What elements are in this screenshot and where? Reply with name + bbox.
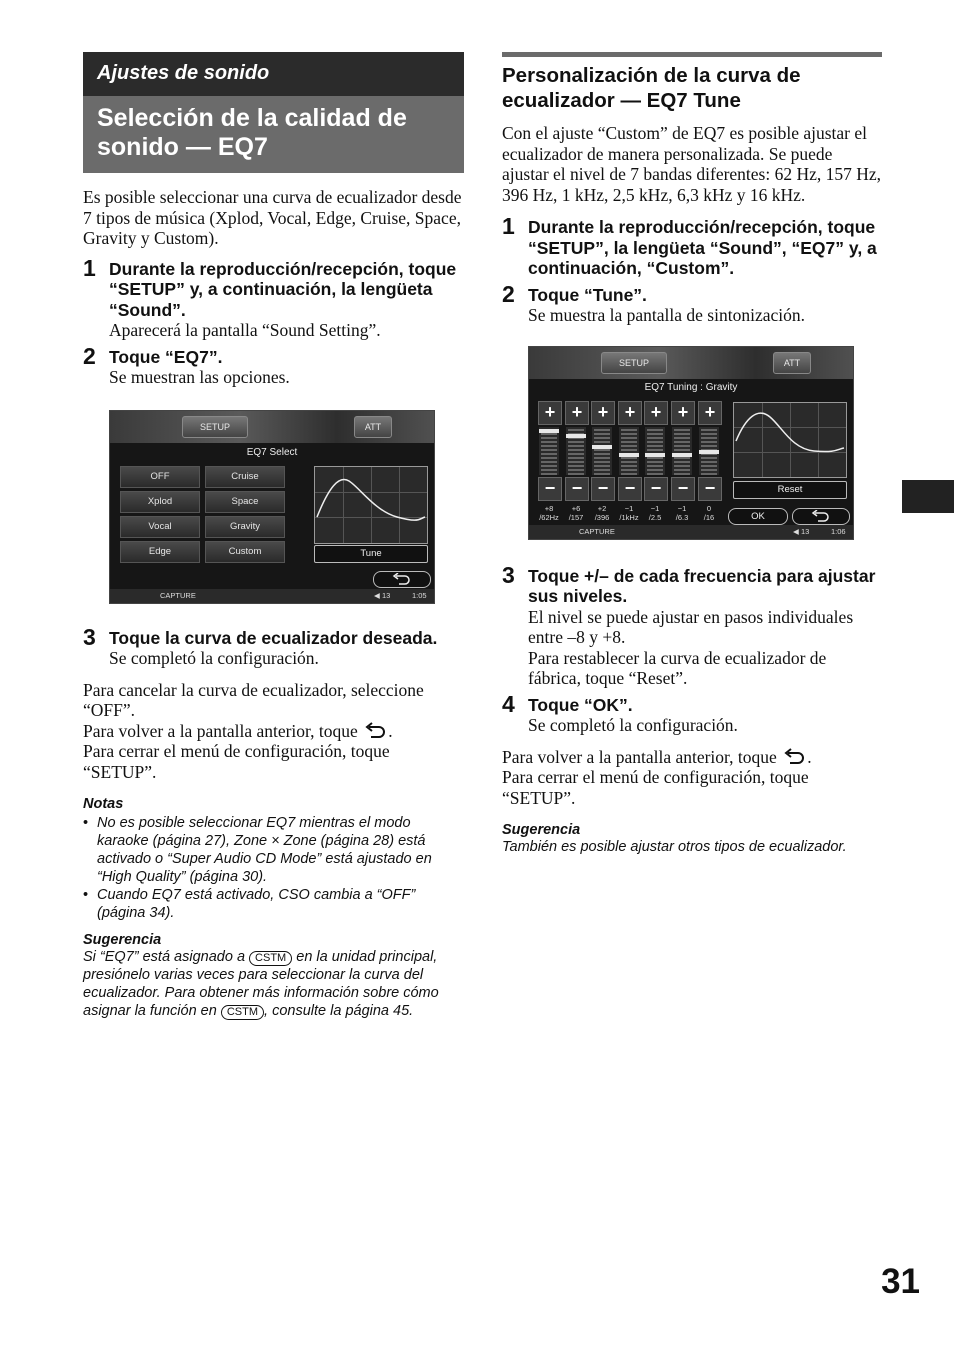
volume-level: 13 xyxy=(801,526,810,536)
close-paragraph: Para cerrar el menú de configuración, toque “SETUP”. xyxy=(83,741,390,782)
eq-xplod-button[interactable]: Xplod xyxy=(120,491,200,513)
band-value: +2 xyxy=(597,503,607,513)
back-arrow-icon xyxy=(362,722,388,740)
band-minus-button[interactable]: − xyxy=(618,477,642,501)
eq-custom-button[interactable]: Custom xyxy=(205,541,285,563)
eq-curve-graph xyxy=(314,466,428,544)
band-frequency: /16 xyxy=(703,512,715,522)
tip-part: , consulte la página 45. xyxy=(264,1003,414,1019)
step-1 xyxy=(83,254,464,341)
screen-top-bar xyxy=(529,347,853,379)
band-value: +6 xyxy=(571,503,581,513)
clock: 1:06 xyxy=(831,526,846,536)
band-value: 0 xyxy=(706,503,712,513)
cstm-button-label: CSTM xyxy=(249,951,292,966)
band-level-slider[interactable] xyxy=(566,427,586,475)
band-plus-button[interactable]: + xyxy=(618,401,642,425)
step-body: Se completó la configuración. xyxy=(528,715,738,735)
band-minus-button[interactable]: − xyxy=(671,477,695,501)
band-level-indicator xyxy=(566,434,586,438)
volume-level: 13 xyxy=(382,590,391,600)
att-button[interactable]: ATT xyxy=(354,416,392,438)
band-level-slider[interactable] xyxy=(592,427,612,475)
band-level-slider[interactable] xyxy=(645,427,665,475)
step-heading: Toque “Tune”. xyxy=(528,284,647,305)
note-text: Cuando EQ7 está activado, CSO cambia a “OFF” (página 34). xyxy=(97,887,416,921)
att-button[interactable]: ATT xyxy=(773,352,811,374)
band-level-indicator xyxy=(619,453,639,457)
note-item: • No es posible seleccionar EQ7 mientras el modo karaoke (página 27), Zone × Zone (página 28) está activado o “Super Audio CD Mode” está ajustado en “High Quality” (página 30). xyxy=(83,815,432,885)
step-body: El nivel se puede ajustar en pasos individuales entre –8 y +8. xyxy=(528,606,854,647)
step-number: 1 xyxy=(502,213,515,239)
intro-paragraph: Con el ajuste “Custom” de EQ7 es posible ajustar el ecualizador de manera personalizada. Se puede ajustar el nivel de 7 bandas diferentes: 62 Hz, 157 Hz, 396 Hz, 1 kHz, 2,5 kHz, 6,3 kHz y 16 kHz. xyxy=(502,123,882,205)
tip-text: También es posible ajustar otros tipos de ecualizador. xyxy=(502,839,847,855)
eq7-select-screenshot xyxy=(109,410,435,604)
step-1 xyxy=(502,213,882,279)
reset-button[interactable]: Reset xyxy=(733,481,847,499)
step-number: 3 xyxy=(502,561,515,588)
screen-status-bar xyxy=(110,589,434,603)
setup-button[interactable]: SETUP xyxy=(601,352,667,374)
back-text: Para volver a la pantalla anterior, toque xyxy=(83,720,358,741)
step-number: 2 xyxy=(83,342,96,369)
band-level-indicator xyxy=(645,453,665,457)
back-paragraph xyxy=(502,747,882,768)
intro-paragraph: Es posible seleccionar una curva de ecualizador desde 7 tipos de música (Xplod, Vocal, Edge, Cruise, Space, Gravity y Custom). xyxy=(83,187,462,248)
band-label xyxy=(669,504,695,522)
eq-curve-line xyxy=(315,467,427,543)
band-level-slider[interactable] xyxy=(539,427,559,475)
back-text-end: . xyxy=(807,746,812,767)
tip-part: Si “EQ7” está asignado a xyxy=(83,949,246,965)
back-button[interactable] xyxy=(373,571,431,588)
band-minus-button[interactable]: − xyxy=(698,477,722,501)
step-body: Para restablecer la curva de ecualizador de fábrica, toque “Reset”. xyxy=(528,647,827,688)
back-text-end: . xyxy=(388,720,393,741)
tune-button[interactable]: Tune xyxy=(314,545,428,563)
screen-status-bar xyxy=(529,525,853,539)
volume-icon: ◀ xyxy=(793,526,799,536)
tip-title: Sugerencia xyxy=(83,932,162,948)
band-label xyxy=(589,504,615,522)
eq-space-button[interactable]: Space xyxy=(205,491,285,513)
cancel-paragraph: Para cancelar la curva de ecualizador, seleccione “OFF”. xyxy=(83,679,424,720)
back-button[interactable] xyxy=(792,508,850,525)
screen-top-bar xyxy=(110,411,434,443)
band-level-indicator xyxy=(672,453,692,457)
band-plus-button[interactable]: + xyxy=(671,401,695,425)
eq-vocal-button[interactable]: Vocal xyxy=(120,516,200,538)
section-label: Ajustes de sonido xyxy=(83,52,464,96)
band-minus-button[interactable]: − xyxy=(538,477,562,501)
left-column xyxy=(83,52,464,1020)
step-heading: Toque la curva de ecualizador deseada. xyxy=(109,627,438,648)
band-label xyxy=(642,504,668,522)
clock: 1:05 xyxy=(412,590,427,600)
step-number: 2 xyxy=(502,280,515,307)
step-heading: Durante la reproducción/recepción, toque “SETUP”, la lengüeta “Sound”, “EQ7” y, a continuación, “Custom”. xyxy=(528,217,877,278)
band-minus-button[interactable]: − xyxy=(591,477,615,501)
setup-button[interactable]: SETUP xyxy=(182,416,248,438)
tip-title: Sugerencia xyxy=(502,822,581,838)
capture-label: CAPTURE xyxy=(579,526,615,536)
back-arrow-icon xyxy=(810,510,832,523)
right-column xyxy=(502,52,882,856)
ok-button[interactable]: OK xyxy=(728,508,788,525)
step-body: Aparecerá la pantalla “Sound Setting”. xyxy=(109,320,381,340)
band-frequency: /2.5 xyxy=(648,512,662,522)
step-3 xyxy=(502,561,882,689)
band-level-indicator xyxy=(592,445,612,449)
back-arrow-icon xyxy=(391,573,413,586)
step-heading: Toque “OK”. xyxy=(528,694,633,715)
step-number: 4 xyxy=(502,690,515,717)
band-level-slider[interactable] xyxy=(672,427,692,475)
capture-label: CAPTURE xyxy=(160,590,196,600)
band-minus-button[interactable]: − xyxy=(644,477,668,501)
note-text: No es posible seleccionar EQ7 mientras el modo karaoke (página 27), Zone × Zone (página 28) está activado o “Super Audio CD Mode” está ajustado en “High Quality” (página 30). xyxy=(97,815,432,885)
eq-curve-line xyxy=(734,403,846,477)
band-plus-button[interactable]: + xyxy=(565,401,589,425)
band-value: +8 xyxy=(544,503,554,513)
close-paragraph: Para cerrar el menú de configuración, toque “SETUP”. xyxy=(502,767,809,808)
step-body: Se muestran las opciones. xyxy=(109,367,290,387)
notes-list xyxy=(83,814,464,922)
screen-title: EQ7 Select xyxy=(246,446,298,458)
step-heading: Durante la reproducción/recepción, toque “SETUP” y, a continuación, la lengüeta “Sound”. xyxy=(109,258,457,320)
band-plus-button[interactable]: + xyxy=(698,401,722,425)
note-item: • Cuando EQ7 está activado, CSO cambia a “OFF” (página 34). xyxy=(83,887,416,921)
eq-curve-graph xyxy=(733,402,847,478)
band-frequency: /1kHz xyxy=(619,512,639,522)
band-level-indicator xyxy=(699,450,719,454)
back-paragraph xyxy=(83,721,464,742)
band-label xyxy=(616,504,642,522)
back-arrow-icon xyxy=(781,748,807,766)
tip-part: en la unidad principal, presiónelo varias veces para seleccionar la curva del ecualizador. Para obtener más información sobre cómo asignar la función en xyxy=(83,949,439,1019)
step-2 xyxy=(83,342,464,604)
band-level-slider[interactable] xyxy=(699,427,719,475)
band-plus-button[interactable]: + xyxy=(591,401,615,425)
step-body: Se completó la configuración. xyxy=(109,648,319,668)
page-title: Selección de la calidad de sonido — EQ7 xyxy=(83,96,464,173)
step-number: 1 xyxy=(83,254,96,281)
step-2 xyxy=(502,280,882,540)
step-3 xyxy=(83,623,464,669)
band-label xyxy=(536,504,562,522)
band-value: −1 xyxy=(624,503,634,513)
band-label xyxy=(696,504,722,522)
side-tab-marker xyxy=(902,480,954,513)
page-number: 31 xyxy=(881,1262,920,1301)
eq7-tuning-screenshot xyxy=(528,346,854,540)
step-body: Se muestra la pantalla de sintonización. xyxy=(528,305,805,325)
band-value: −1 xyxy=(677,503,687,513)
band-value: −1 xyxy=(650,503,660,513)
eq-off-button[interactable]: OFF xyxy=(120,466,200,488)
band-plus-button[interactable]: + xyxy=(538,401,562,425)
tip-text xyxy=(83,948,464,1020)
section-heading: Personalización de la curva de ecualizador — EQ7 Tune xyxy=(502,52,882,113)
screen-title: EQ7 Tuning : Gravity xyxy=(644,381,738,393)
band-frequency: /396 xyxy=(594,512,610,522)
step-number: 3 xyxy=(83,623,96,650)
step-heading: Toque +/– de cada frecuencia para ajustar sus niveles. xyxy=(528,565,876,606)
band-label xyxy=(563,504,589,522)
volume-icon: ◀ xyxy=(374,590,380,600)
step-heading: Toque “EQ7”. xyxy=(109,346,223,367)
eq-gravity-button[interactable]: Gravity xyxy=(205,516,285,538)
band-frequency: /157 xyxy=(568,512,584,522)
cstm-button-label: CSTM xyxy=(221,1005,264,1020)
band-frequency: /62Hz xyxy=(539,512,559,522)
band-level-slider[interactable] xyxy=(619,427,639,475)
notes-title: Notas xyxy=(83,796,124,812)
band-minus-button[interactable]: − xyxy=(565,477,589,501)
eq-edge-button[interactable]: Edge xyxy=(120,541,200,563)
eq-cruise-button[interactable]: Cruise xyxy=(205,466,285,488)
back-text: Para volver a la pantalla anterior, toque xyxy=(502,746,777,767)
band-plus-button[interactable]: + xyxy=(644,401,668,425)
band-frequency: /6.3 xyxy=(675,512,689,522)
band-level-indicator xyxy=(539,429,559,433)
step-4 xyxy=(502,690,882,736)
